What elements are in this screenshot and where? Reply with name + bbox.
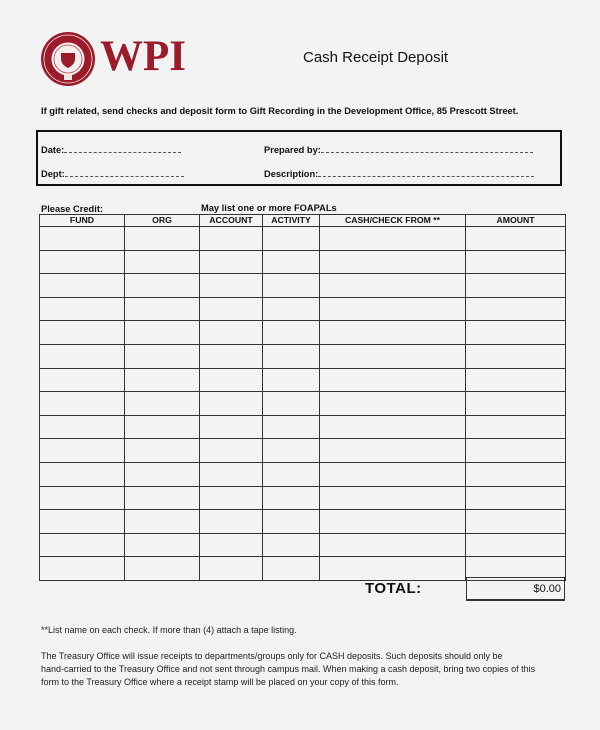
table-cell[interactable] [40, 510, 125, 534]
column-header: ACTIVITY [263, 215, 320, 227]
table-cell[interactable] [200, 344, 263, 368]
table-cell[interactable] [200, 533, 263, 557]
table-row [40, 392, 566, 416]
table-cell[interactable] [40, 533, 125, 557]
table-cell[interactable] [200, 250, 263, 274]
table-cell[interactable] [125, 486, 200, 510]
table-cell[interactable] [125, 250, 200, 274]
table-cell[interactable] [40, 439, 125, 463]
table-cell[interactable] [40, 321, 125, 345]
prepared-by-label: Prepared by: [264, 145, 321, 155]
total-amount: $0.00 [466, 577, 565, 601]
table-row [40, 462, 566, 486]
table-cell[interactable] [40, 557, 125, 581]
table-cell[interactable] [320, 321, 466, 345]
table-cell[interactable] [200, 274, 263, 298]
foapal-note: May list one or more FOAPALs [201, 203, 337, 213]
table-cell[interactable] [263, 510, 320, 534]
table-cell[interactable] [125, 274, 200, 298]
table-row [40, 533, 566, 557]
table-cell[interactable] [125, 557, 200, 581]
table-cell[interactable] [200, 486, 263, 510]
table-cell[interactable] [263, 297, 320, 321]
table-cell[interactable] [466, 368, 566, 392]
table-body [40, 227, 566, 581]
table-cell[interactable] [40, 392, 125, 416]
table-cell[interactable] [40, 368, 125, 392]
table-cell[interactable] [263, 274, 320, 298]
table-cell[interactable] [466, 392, 566, 416]
table-cell[interactable] [200, 462, 263, 486]
table-cell[interactable] [200, 227, 263, 251]
table-cell[interactable] [320, 533, 466, 557]
description-label: Description: [264, 169, 319, 179]
paragraph-line: The Treasury Office will issue receipts to departments/groups only for CASH deposits. Such deposits should only be [41, 651, 503, 661]
table-cell[interactable] [40, 486, 125, 510]
table-cell[interactable] [320, 462, 466, 486]
table-cell[interactable] [125, 392, 200, 416]
table-cell[interactable] [40, 227, 125, 251]
table-row [40, 344, 566, 368]
table-cell[interactable] [40, 344, 125, 368]
table-cell[interactable] [40, 297, 125, 321]
table-row [40, 510, 566, 534]
table-cell[interactable] [200, 415, 263, 439]
table-row [40, 368, 566, 392]
table-cell[interactable] [40, 274, 125, 298]
gift-instruction-text: If gift related, send checks and deposit form to Gift Recording in the Development Office, 85 Prescott Street. [41, 106, 519, 116]
table-cell[interactable] [125, 297, 200, 321]
total-label: TOTAL: [365, 580, 422, 597]
table-cell[interactable] [263, 533, 320, 557]
table-cell[interactable] [320, 510, 466, 534]
table-cell[interactable] [320, 344, 466, 368]
table-header-row [40, 215, 566, 227]
table-cell[interactable] [320, 227, 466, 251]
table-cell[interactable] [40, 415, 125, 439]
table-cell[interactable] [200, 510, 263, 534]
table-row [40, 415, 566, 439]
table-cell[interactable] [263, 368, 320, 392]
table-cell[interactable] [320, 250, 466, 274]
table-cell[interactable] [263, 227, 320, 251]
table-cell[interactable] [263, 557, 320, 581]
dept-label: Dept: [41, 169, 65, 179]
prepared-by-field[interactable] [264, 143, 533, 155]
table-cell[interactable] [125, 415, 200, 439]
table-row [40, 486, 566, 510]
table-cell[interactable] [320, 415, 466, 439]
table-cell[interactable] [466, 510, 566, 534]
column-header: FUND [40, 215, 125, 227]
table-cell[interactable] [125, 462, 200, 486]
table-row [40, 274, 566, 298]
table-cell[interactable] [263, 250, 320, 274]
table-cell[interactable] [466, 250, 566, 274]
deposit-table [39, 214, 566, 581]
table-cell[interactable] [125, 368, 200, 392]
table-cell[interactable] [320, 557, 466, 581]
table-cell[interactable] [466, 297, 566, 321]
table-cell[interactable] [125, 510, 200, 534]
date-field[interactable] [41, 143, 181, 155]
table-cell[interactable] [125, 344, 200, 368]
table-cell[interactable] [466, 321, 566, 345]
table-cell[interactable] [200, 392, 263, 416]
table-cell[interactable] [466, 227, 566, 251]
table-cell[interactable] [320, 297, 466, 321]
table-cell[interactable] [125, 439, 200, 463]
table-cell[interactable] [320, 274, 466, 298]
paragraph-line: hand-carried to the Treasury Office and not sent through campus mail. When making a cash deposit, bring two copies of this [41, 664, 536, 675]
table-cell[interactable] [320, 392, 466, 416]
description-field[interactable] [264, 167, 534, 179]
table-cell[interactable] [200, 297, 263, 321]
description-blank[interactable] [318, 167, 534, 177]
table-cell[interactable] [263, 486, 320, 510]
table-cell[interactable] [263, 462, 320, 486]
column-header: ACCOUNT [200, 215, 263, 227]
table-cell[interactable] [263, 392, 320, 416]
table-cell[interactable] [466, 415, 566, 439]
dept-field[interactable] [41, 167, 184, 179]
column-header: CASH/CHECK FROM ** [320, 215, 466, 227]
table-cell[interactable] [40, 462, 125, 486]
table-cell[interactable] [200, 439, 263, 463]
date-label: Date: [41, 145, 65, 155]
table-cell[interactable] [263, 439, 320, 463]
table-cell[interactable] [125, 321, 200, 345]
table-cell[interactable] [466, 439, 566, 463]
column-header: ORG [125, 215, 200, 227]
paragraph-line: form to the Treasury Office where a receipt stamp will be placed on your copy of this form. [41, 677, 399, 688]
wpi-wordmark: WPI [100, 33, 186, 80]
treasury-paragraph [41, 650, 581, 690]
table-cell[interactable] [40, 250, 125, 274]
table-cell[interactable] [263, 321, 320, 345]
table-cell[interactable] [125, 533, 200, 557]
table-cell[interactable] [466, 344, 566, 368]
table-cell[interactable] [263, 415, 320, 439]
date-blank[interactable] [64, 143, 181, 153]
check-listing-note: **List name on each check. If more than (4) attach a tape listing. [41, 625, 297, 635]
table-cell[interactable] [466, 486, 566, 510]
table-cell[interactable] [320, 439, 466, 463]
table-cell[interactable] [200, 321, 263, 345]
table-cell[interactable] [320, 368, 466, 392]
table-cell[interactable] [200, 557, 263, 581]
table-cell[interactable] [200, 368, 263, 392]
please-credit-label: Please Credit: [41, 204, 104, 214]
table-cell[interactable] [466, 274, 566, 298]
table-cell[interactable] [125, 227, 200, 251]
column-header: AMOUNT [466, 215, 566, 227]
table-cell[interactable] [320, 486, 466, 510]
table-cell[interactable] [466, 533, 566, 557]
table-cell[interactable] [466, 462, 566, 486]
table-cell[interactable] [263, 344, 320, 368]
wpi-seal-logo [40, 31, 96, 87]
table-row [40, 227, 566, 251]
table-row [40, 250, 566, 274]
table-row [40, 321, 566, 345]
dept-blank[interactable] [65, 167, 184, 177]
page-title: Cash Receipt Deposit [303, 49, 449, 66]
table-row [40, 439, 566, 463]
prepared-by-blank[interactable] [321, 143, 533, 153]
table-row [40, 297, 566, 321]
